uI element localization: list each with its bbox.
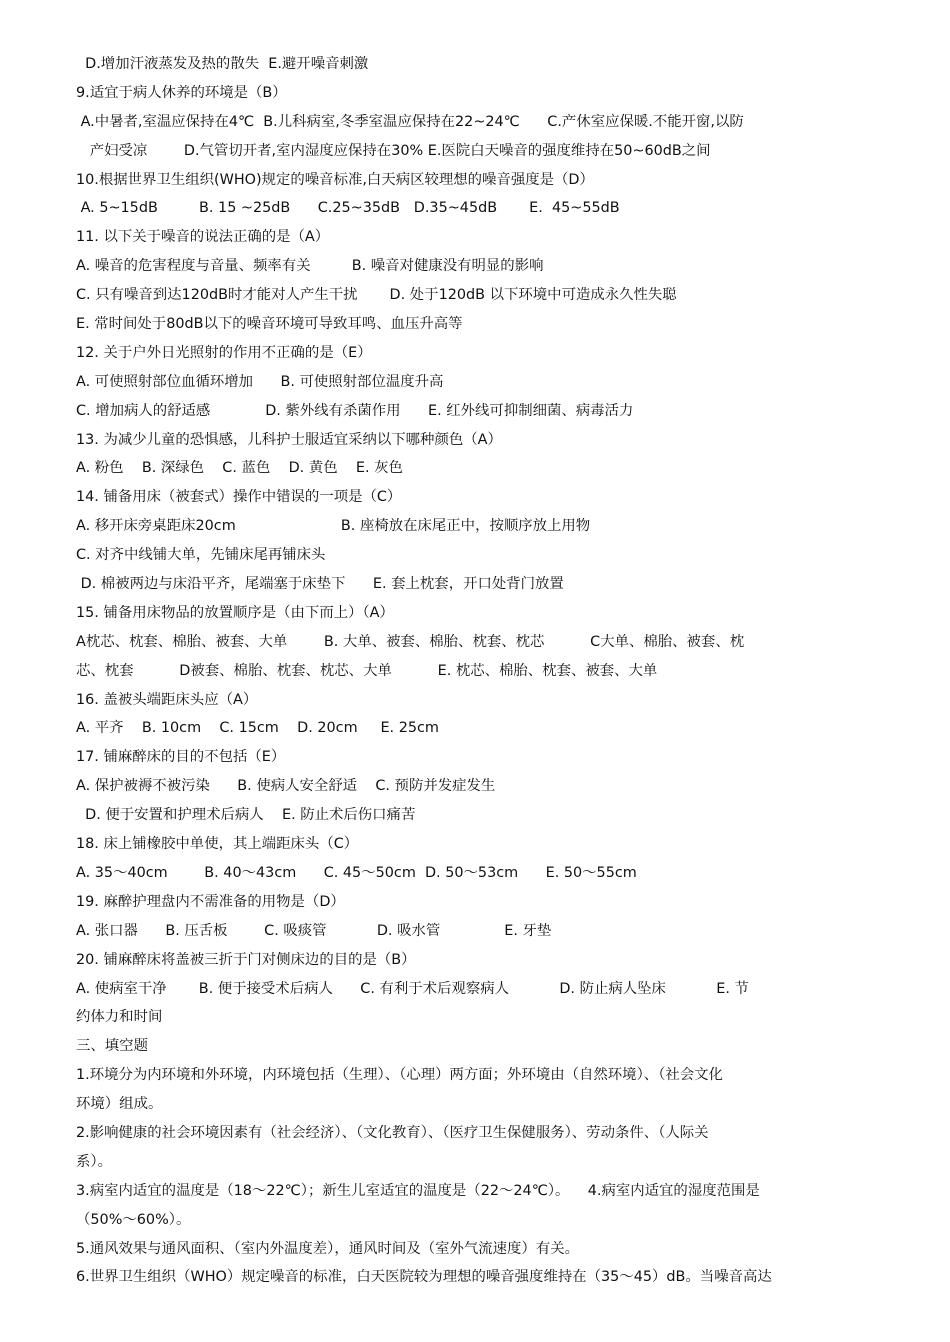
- text-line: 3.病室内适宜的温度是（18～22℃）；新生儿室适宜的温度是（22～24℃）。 4.病室内适宜的湿度范围是: [76, 1182, 760, 1199]
- text-line: 13. 为减少儿童的恐惧感，儿科护士服适宜采纳以下哪种颜色（A）: [76, 431, 502, 448]
- text-line: 12. 关于户外日光照射的作用不正确的是（E）: [76, 344, 372, 361]
- text-line: A. 粉色 B. 深绿色 C. 蓝色 D. 黄色 E. 灰色: [76, 460, 403, 477]
- text-line: 系）。: [76, 1153, 112, 1170]
- text-line: A枕芯、枕套、棉胎、被套、大单 B. 大单、被套、棉胎、枕套、枕芯 C大单、棉胎、被套、枕: [76, 633, 745, 650]
- text-line: A. 移开床旁桌距床20cm B. 座椅放在床尾正中，按顺序放上用物: [76, 518, 591, 535]
- text-line: D.增加汗液蒸发及热的散失 E.避开噪音刺激: [76, 56, 369, 72]
- text-line: 产妇受凉 D.气管切开者,室内湿度应保持在30% E.医院白天噪音的强度维持在50~60dB之间: [76, 142, 711, 159]
- text-line: A. 噪音的危害程度与音量、频率有关 B. 噪音对健康没有明显的影响: [76, 258, 544, 275]
- text-line: 10.根据世界卫生组织(WHO)规定的噪音标准,白天病区较理想的噪音强度是（D）: [76, 171, 594, 188]
- text-line: （50%～60%）。: [76, 1211, 191, 1228]
- text-line: A. 张口器 B. 压舌板 C. 吸痰管 D. 吸水管 E. 牙垫: [76, 922, 552, 939]
- text-line: D. 棉被两边与床沿平齐，尾端塞于床垫下 E. 套上枕套，开口处背门放置: [76, 576, 564, 593]
- text-line: A. 5~15dB B. 15 ~25dB C.25~35dB D.35~45dB E. 45~55dB: [76, 200, 620, 217]
- text-line: 20. 铺麻醉床将盖被三折于门对侧床边的目的是（B）: [76, 951, 416, 968]
- text-line: 18. 床上铺橡胶中单使，其上端距床头（C）: [76, 836, 359, 853]
- text-line: 5.通风效果与通风面积、（室内外温度差），通风时间及（室外气流速度）有关。: [76, 1240, 580, 1257]
- text-line: A. 使病室干净 B. 便于接受术后病人 C. 有利于术后观察病人 D. 防止病人坠床 E. 节: [76, 980, 749, 997]
- text-line: 15. 铺备用床物品的放置顺序是（由下而上）（A）: [76, 604, 394, 621]
- text-line: A. 保护被褥不被污染 B. 使病人安全舒适 C. 预防并发症发生: [76, 778, 496, 795]
- text-line: C. 增加病人的舒适感 D. 紫外线有杀菌作用 E. 红外线可抑制细菌、病毒活力: [76, 402, 634, 419]
- text-line: E. 常时间处于80dB以下的噪音环境可导致耳鸣、血压升高等: [76, 316, 463, 333]
- text-line: 环境）组成。: [76, 1096, 163, 1113]
- text-line: 14. 铺备用床（被套式）操作中错误的一项是（C）: [76, 489, 402, 506]
- text-line: 11. 以下关于噪音的说法正确的是（A）: [76, 229, 330, 246]
- text-line: A. 平齐 B. 10cm C. 15cm D. 20cm E. 25cm: [76, 720, 439, 737]
- text-line: C. 对齐中线铺大单，先铺床尾再铺床头: [76, 547, 326, 564]
- text-line: 1.环境分为内环境和外环境，内环境包括（生理）、（心理）两方面；外环境由（自然环境）、（社会文化: [76, 1067, 723, 1084]
- text-line: 2.影响健康的社会环境因素有（社会经济）、（文化教育）、（医疗卫生保健服务）、劳动条件、（人际关: [76, 1124, 709, 1141]
- document-body: [76, 50, 876, 1292]
- text-line: 9.适宜于病人休养的环境是（B）: [76, 84, 287, 101]
- text-line: A. 可使照射部位血循环增加 B. 可使照射部位温度升高: [76, 373, 444, 390]
- text-line: 19. 麻醉护理盘内不需准备的用物是（D）: [76, 893, 345, 910]
- text-line: 17. 铺麻醉床的目的不包括（E）: [76, 749, 286, 766]
- text-line: 16. 盖被头端距床头应（A）: [76, 691, 258, 708]
- text-line: C. 只有噪音到达120dB时才能对人产生干扰 D. 处于120dB 以下环境中可造成永久性失聪: [76, 287, 677, 304]
- text-line: 芯、枕套 D被套、棉胎、枕套、枕芯、大单 E. 枕芯、棉胎、枕套、被套、大单: [76, 662, 658, 679]
- text-line: 6.世界卫生组织（WHO）规定噪音的标准，白天医院较为理想的噪音强度维持在（35～45）dB。当噪音高达: [76, 1269, 772, 1286]
- text-line: 三、填空题: [76, 1038, 148, 1055]
- text-line: A.中暑者,室温应保持在4℃ B.儿科病室,冬季室温应保持在22~24℃ C.产休室应保暖.不能开窗,以防: [76, 113, 744, 130]
- text-line: 约体力和时间: [76, 1009, 163, 1026]
- text-line: A. 35～40cm B. 40～43cm C. 45～50cm D. 50～53cm E. 50～55cm: [76, 864, 637, 881]
- text-line: D. 便于安置和护理术后病人 E. 防止术后伤口痛苦: [76, 807, 416, 824]
